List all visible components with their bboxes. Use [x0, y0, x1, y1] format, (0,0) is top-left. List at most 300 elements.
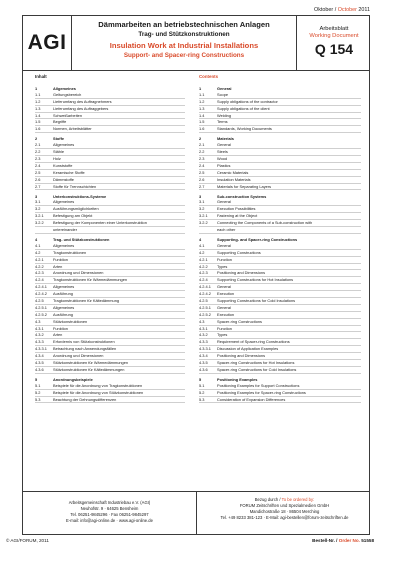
toc-entry: [199, 99, 361, 106]
toc-entry-number: 5.3: [35, 396, 41, 402]
toc-entry-number: 2.1: [35, 142, 41, 148]
toc-entry: [199, 298, 361, 305]
sheet-label-en: Working Document: [309, 33, 359, 39]
toc-entry: [35, 367, 185, 374]
toc-entry-title: Positioning and Dimensions: [217, 270, 266, 276]
toc-entry-number: 2.4: [35, 162, 41, 168]
toc-entry: [35, 227, 185, 234]
toc-entry-title: Positioning Examples for Spacer-ring Constructions: [217, 389, 306, 395]
toc-entry: [35, 177, 185, 184]
toc-entry: [35, 284, 185, 291]
toc-entry-number: [199, 227, 217, 233]
toc-entry-number: 4.3.4: [199, 353, 208, 359]
toc-title-de: Inhalt: [35, 74, 47, 79]
toc-entry: [35, 243, 185, 250]
document-header: [23, 16, 369, 71]
publisher-address: [23, 492, 197, 534]
toc-entry-title: Anordnung und Dimensionen: [53, 270, 104, 276]
toc-entry-title: untereinander: [53, 227, 78, 232]
toc-entry-title: Stützkonstruktionen für Kältedämmungen: [53, 366, 125, 372]
toc-entry: [35, 397, 185, 404]
toc-entry: [199, 390, 361, 397]
toc-entry: [199, 257, 361, 264]
toc-entry-number: 5.1: [199, 382, 205, 388]
toc-entry-number: 4.2.4.1: [35, 284, 47, 290]
toc-entry-title: Function: [217, 256, 232, 262]
toc-entry-number: 4.3.6: [35, 366, 44, 372]
order-address-line: Mandichostraße 18 · 86504 Merching: [249, 509, 320, 514]
toc-entry: [35, 170, 185, 177]
toc-entry: [199, 243, 361, 250]
toc-entry: [199, 113, 361, 120]
toc-entry-title: Geltungsbereich: [53, 91, 82, 97]
order-address-line: FORUM Zeitschriften und Spezialmedien GmbH: [239, 503, 330, 508]
toc-entry: [35, 149, 185, 156]
date-year: 2011: [356, 7, 370, 13]
toc-entry: [199, 284, 361, 291]
toc-entry-title: Tragkonstruktionen: [53, 249, 87, 255]
toc-entry: [199, 270, 361, 277]
toc-entry-number: 2.3: [199, 156, 205, 161]
toc-entry-number: 4.3.6: [199, 366, 208, 372]
toc-entry-number: 3.2.1: [199, 213, 208, 219]
toc-entry-number: 4.3: [35, 318, 41, 324]
toc-entry-number: 4.2.5: [35, 298, 44, 303]
toc-entry: [35, 156, 185, 163]
toc-entry-title: Funktion: [53, 325, 68, 331]
toc-entry: [199, 346, 361, 353]
toc-entry-number: 4.2.5: [199, 298, 208, 303]
toc-entry-title: Trag- und Stützkonstruktionen: [53, 236, 110, 242]
toc-entry-title: General: [217, 304, 231, 310]
toc-entry-number: 4.1: [199, 242, 205, 248]
toc-entry-number: 4.2.4.2: [199, 291, 211, 297]
toc-entry: [199, 126, 361, 133]
toc-entry: [35, 277, 185, 284]
toc-entry-title: Execution Possibilities: [217, 206, 256, 212]
toc-entry: [35, 119, 185, 126]
toc-entry-number: 2: [199, 136, 202, 142]
toc-entry-title: Beispiele für die Anordnung von Tragkonstruktionen: [53, 382, 143, 388]
toc-entry: [35, 142, 185, 149]
toc-entry: [35, 319, 185, 326]
publisher-address-line: Neuhofstr. 9 · 64625 Bensheim: [80, 506, 139, 511]
toc-entry-title: Betrachtung nach Anwendungsfällen: [53, 346, 117, 352]
toc-entry-title: Allgemeines: [53, 199, 75, 205]
toc-entry: [35, 346, 185, 353]
publisher-address-line: E-mail: info@agi-online.de · www.agi-online.de: [66, 518, 153, 523]
toc-entry-number: 1.5: [35, 119, 41, 125]
toc-entry-title: Supply obligations of the client: [217, 105, 270, 111]
toc-entry-number: 3: [199, 193, 202, 199]
toc-entry-number: 2: [35, 136, 38, 142]
toc-entry-title: Ausführung: [53, 291, 73, 297]
toc-entry-title: Insulation Materials: [217, 176, 251, 182]
toc-entry-number: 4.3.5: [199, 360, 208, 366]
toc-column-de: [35, 74, 185, 403]
toc-entry-title: Beispiele für die Anordnung von Stützkonstruktionen: [53, 389, 144, 395]
toc-entry-title: Begriffe: [53, 119, 67, 125]
toc-entry-title: Stähle: [53, 149, 65, 155]
toc-entry: [199, 199, 361, 206]
toc-entry: [35, 264, 185, 271]
toc-entry-number: 4.2.3: [199, 270, 208, 276]
toc-entry-number: 5.2: [199, 389, 205, 395]
toc-entry-title: Arten: [53, 263, 63, 269]
toc-entry-title: Positioning Examples for Support Constructions: [217, 382, 300, 388]
toc-entry-title: each other: [217, 227, 236, 232]
toc-entry-title: Function: [217, 325, 232, 331]
document-frame: [22, 15, 370, 535]
toc-entry-title: Positioning and Dimensions: [217, 353, 266, 359]
toc-entry: [35, 199, 185, 206]
toc-entry-title: General: [217, 142, 231, 148]
toc-entry-title: Spacer-ring Constructions for Hot Insulations: [217, 360, 295, 366]
toc-entry-number: 4.2.4.2: [35, 291, 47, 297]
toc-entry-title: Tragkonstruktionen für Kältedämmung: [53, 298, 120, 303]
toc-entry-number: 4.2.4: [199, 277, 208, 283]
order-label-en: Order No.: [338, 538, 360, 543]
date-separator: /: [333, 7, 338, 13]
toc-entry: [199, 360, 361, 367]
order-label-separator: /: [334, 538, 339, 543]
toc-entry-number: 3.1: [199, 199, 205, 205]
toc-entry-number: 3: [35, 193, 38, 199]
toc-entry-title: Supporting Constructions for Cold Insulations: [217, 298, 296, 303]
toc-entry: [199, 156, 361, 163]
toc-entry-number: 1.2: [199, 98, 205, 104]
sheet-label-de: Arbeitsblatt: [319, 26, 349, 32]
toc-entry: [199, 184, 361, 191]
toc-entry-title: Discussion of Application Examples: [217, 346, 279, 352]
toc-entry-title: Holz: [53, 156, 61, 161]
toc-entry: [35, 291, 185, 298]
toc-entry: [35, 270, 185, 277]
toc-entry-number: 4.3: [199, 318, 205, 324]
toc-entry-number: 5: [35, 376, 38, 382]
toc-entry-title: Dämmstoffe: [53, 176, 74, 182]
toc-entry-number: 2.5: [35, 169, 41, 175]
publisher-address-line: Arbeitsgemeinschaft Industriebau e.V. (AGI): [68, 500, 151, 505]
toc-entry-title: Anordnung und Dimensionen: [53, 353, 104, 359]
toc-entry-number: 2.2: [35, 149, 41, 155]
toc-entry: [35, 390, 185, 397]
toc-entry: [199, 149, 361, 156]
toc-entry-number: 4.3.1: [35, 325, 44, 331]
toc-entry-title: Stoffe: [53, 136, 65, 142]
toc-entry-number: 4.2.2: [199, 263, 208, 269]
order-heading-de: Bezug durch: [254, 497, 279, 502]
toc-entry-number: 3.2: [35, 206, 41, 212]
toc-entry-title: Kunststoffe: [53, 162, 73, 168]
toc-entry-title: Lieferumfang des Auftragnehmers: [53, 98, 112, 104]
toc-entry-title: Ausführungsmöglichkeiten: [53, 206, 99, 212]
toc-entry: [35, 298, 185, 305]
toc-entry: [199, 332, 361, 339]
toc-entry-title: Spacer-ring Constructions: [217, 318, 262, 324]
order-label-de: Bestell-Nr.: [312, 538, 335, 543]
toc-entry-title: Scope: [217, 91, 229, 97]
toc-entry: [35, 332, 185, 339]
toc-entry-title: Execution: [217, 311, 235, 317]
order-heading-separator: /: [278, 497, 282, 502]
sheet-id: Q 154: [314, 41, 354, 57]
toc-entry-title: Erfordernis von Stützkonstruktionen: [53, 339, 115, 345]
toc-entry: [35, 113, 185, 120]
toc-entry: [35, 220, 185, 227]
toc-entry: [35, 106, 185, 113]
toc-entry-title: Sub-construction Systems: [217, 193, 267, 199]
order-address: [198, 492, 371, 534]
toc-entry-number: 2.4: [199, 162, 205, 168]
toc-entry-number: 4.3.2: [199, 332, 208, 338]
toc-entry: [199, 383, 361, 390]
toc-entry-number: 1.4: [35, 112, 41, 118]
toc-entry-title: Funktion: [53, 256, 68, 262]
toc-entry-number: 5.1: [35, 382, 41, 388]
toc-entry-title: General: [217, 86, 232, 91]
toc-entry-number: [35, 227, 53, 233]
toc-entry-title: Steels: [217, 149, 228, 155]
toc-entry-number: 2.6: [199, 176, 205, 182]
toc-entry-number: 4.2: [35, 249, 41, 255]
toc-entry-number: 4: [199, 236, 202, 242]
toc-entry: [199, 339, 361, 346]
toc-entry-title: Anordnungsbeispiele: [53, 376, 93, 382]
toc-entry: [35, 99, 185, 106]
toc-entry: [35, 126, 185, 133]
toc-entry-title: General: [217, 199, 231, 205]
toc-entry-title: Normen, Arbeitsblätter: [53, 126, 92, 132]
toc-entry: [199, 397, 361, 404]
toc-entry-title: Types: [217, 263, 228, 269]
order-address-line: Tel. +49 8233 381-123 · E-Mail: agi-bestellen@forum-zeitschriften.de: [220, 515, 349, 520]
toc-entry-number: 4.2.5.2: [199, 311, 211, 317]
toc-entry: [35, 326, 185, 333]
toc-entry-number: 2.7: [199, 183, 205, 189]
toc-entry-title: Plastics: [217, 162, 231, 168]
toc-entry-title: Terms: [217, 119, 228, 125]
order-number-value: 51558: [361, 538, 374, 543]
toc-entry-number: 4.3.4: [35, 353, 44, 359]
toc-entry: [199, 250, 361, 257]
toc-entry-title: Supporting Constructions for Hot Insulations: [217, 277, 294, 283]
subtitle-en: Support- and Spacer-ring Constructions: [123, 52, 245, 59]
toc-entry-title: Tragkonstruktionen für Wärmedämmungen: [53, 277, 128, 283]
toc-entry: [199, 119, 361, 126]
toc-entry: [199, 353, 361, 360]
date-en: October: [337, 7, 357, 13]
sheet-block: [297, 16, 371, 70]
toc-entry-number: 4.3.3.1: [35, 346, 47, 352]
toc-entry-title: Allgemeines: [53, 242, 75, 248]
toc-entry-number: 3.2.1: [35, 213, 44, 219]
toc-entry-number: 4.3.3: [35, 339, 44, 345]
toc-entry: [199, 92, 361, 99]
toc-entry-number: 1: [35, 86, 38, 91]
toc-entry: [199, 264, 361, 271]
toc-entry: [35, 163, 185, 170]
toc-entry-title: Beachtung der Dehnungsdifferenzen: [53, 396, 117, 402]
toc-entry-title: Stützkonstruktionen: [53, 318, 88, 324]
toc-entry-title: Materials for Separating Layers: [217, 183, 272, 189]
toc-column-en: [199, 74, 361, 403]
toc-entry: [35, 305, 185, 312]
toc-entry: [35, 383, 185, 390]
toc-entry-title: Stützkonstruktionen für Wärmedämmungen: [53, 360, 129, 366]
toc-entry-number: 2.1: [199, 142, 205, 148]
toc-entry-number: 4.2.5.2: [35, 311, 47, 317]
toc-entry: [199, 367, 361, 374]
toc-entry-title: General: [217, 284, 231, 290]
toc-entry-number: 2.2: [199, 149, 205, 155]
toc-entry-title: Keramische Stoffe: [53, 169, 85, 175]
toc-entry-number: 1.3: [35, 105, 41, 111]
toc-entry: [199, 106, 361, 113]
toc-entry-number: 4.2.5.1: [35, 304, 47, 310]
toc-entry: [35, 257, 185, 264]
toc-entry-number: 1: [199, 86, 202, 91]
publisher-address-line: Tel. 06251-9845296 · Fax 06251-9845297: [70, 512, 149, 517]
agi-logo: AGI: [23, 16, 72, 70]
toc-entry-number: 1.5: [199, 119, 205, 125]
toc-entry: [199, 277, 361, 284]
toc-entry-number: 4.2.3: [35, 270, 44, 276]
toc-entry-number: 1.6: [35, 126, 41, 132]
toc-entry-number: 3.2.2: [199, 220, 208, 226]
toc-entry: [199, 326, 361, 333]
toc-entry-title: Allgemeines: [53, 86, 76, 91]
toc-entry-number: 3.2.2: [35, 220, 44, 226]
toc-entry: [35, 339, 185, 346]
toc-entry: [199, 319, 361, 326]
toc-entry: [199, 170, 361, 177]
order-number: [312, 538, 374, 543]
toc-entry-number: 1.6: [199, 126, 205, 132]
toc-entry-title: Befestigung der Komponenten einer Unterkonstruktion: [53, 220, 147, 226]
order-heading-en: To be ordered by:: [281, 497, 315, 502]
toc-entry: [35, 312, 185, 319]
toc-entry-number: 4.2.5.1: [199, 304, 211, 310]
toc-entry-title: Lieferumfang des Auftraggebers: [53, 105, 109, 111]
toc-entry: [199, 163, 361, 170]
toc-entry-title: Ceramic Materials: [217, 169, 249, 175]
toc-entry: [199, 305, 361, 312]
toc-entry-number: 1.3: [199, 105, 205, 111]
toc-entry-title: Supply obligations of the contractor: [217, 98, 278, 104]
toc-entry-number: 4.2.1: [199, 256, 208, 262]
toc-entry-number: 4.3.3.1: [199, 346, 211, 352]
toc-entry-title: Befestigung am Objekt: [53, 213, 93, 219]
date-de: Oktober: [314, 7, 334, 13]
toc-entry: [35, 353, 185, 360]
toc-entry-title: Ausführung: [53, 311, 73, 317]
toc-entry: [199, 213, 361, 220]
toc-entry-title: Allgemeines: [53, 142, 75, 148]
toc-entry-number: 1.2: [35, 98, 41, 104]
title-block: [72, 16, 297, 70]
toc-entry-number: 4.3.5: [35, 360, 44, 366]
toc-entry-title: Schweißarbeiten: [53, 112, 82, 118]
toc-entry-number: 1.1: [35, 91, 41, 97]
toc-entry-number: 2.7: [35, 183, 41, 189]
toc-entry-number: 5.3: [199, 396, 205, 402]
toc-entry-number: 5.2: [35, 389, 41, 395]
toc-entry: [199, 312, 361, 319]
toc-entry-title: Materials: [217, 136, 234, 142]
toc-entry-number: 4.2.1: [35, 256, 44, 262]
toc-entry-number: 4: [35, 236, 38, 242]
toc-entry-title: Allgemeines: [53, 304, 75, 310]
toc-entry-title: Connecting the Components of a Sub-construction with: [217, 220, 313, 226]
toc-entry-title: Wood: [217, 156, 228, 161]
toc-entry-number: 5: [199, 376, 202, 382]
toc-entry: [199, 227, 361, 234]
toc-entry: [35, 184, 185, 191]
toc-entry: [199, 206, 361, 213]
toc-entry-title: Welding: [217, 112, 231, 118]
toc-entry-number: 3.2: [199, 206, 205, 212]
toc-entry-number: 1.1: [199, 91, 205, 97]
toc-entry-number: 2.3: [35, 156, 41, 161]
toc-entry: [35, 360, 185, 367]
toc-entry-title: General: [217, 242, 231, 248]
toc-title-en: Contents: [199, 74, 219, 79]
toc-entry-number: 4.2.4: [35, 277, 44, 283]
toc-entry-title: Consideration of Expansion Differences: [217, 396, 286, 402]
toc-entry-title: Supporting- and Spacer-ring Constructions: [217, 236, 298, 242]
toc-entry-title: Spacer-ring Constructions for Cold Insulations: [217, 366, 297, 372]
toc-entry: [199, 291, 361, 298]
toc-entry-title: Arten: [53, 332, 63, 338]
toc-entry: [35, 250, 185, 257]
toc-entry: [199, 177, 361, 184]
toc-entry-title: Standards, Working Documents: [217, 126, 272, 132]
toc-entry-number: 4.3.1: [199, 325, 208, 331]
toc-entry-title: Types: [217, 332, 228, 338]
issue-date: [314, 7, 370, 13]
document-footer: [23, 491, 369, 534]
toc-entry-title: Stoffe für Trennschichten: [53, 183, 97, 189]
toc-entry-title: Fastening at the Object: [217, 213, 258, 219]
toc-entry-title: Positioning Examples: [217, 376, 258, 382]
toc-entry-number: 2.6: [35, 176, 41, 182]
toc-entry: [35, 213, 185, 220]
toc-entry: [35, 206, 185, 213]
toc-entry-number: 4.3.3: [199, 339, 208, 345]
copyright: © AGI/FORUM, 2011: [6, 538, 49, 543]
toc-entry-title: Allgemeines: [53, 284, 75, 290]
toc-entry-title: Requirement of Spacer-ring Constructions: [217, 339, 290, 345]
toc-entry-title: Unterkonstruktions-Systeme: [53, 193, 107, 199]
toc-entry-title: Supporting Constructions: [217, 249, 261, 255]
toc-entry-number: 4.1: [35, 242, 41, 248]
toc-entry: [199, 220, 361, 227]
toc-entry: [35, 92, 185, 99]
toc-entry-number: 4.3.2: [35, 332, 44, 338]
toc-entry-number: 2.5: [199, 169, 205, 175]
toc-entry: [199, 142, 361, 149]
toc-entry-number: 3.1: [35, 199, 41, 205]
title-en: Insulation Work at Industrial Installations: [109, 41, 259, 50]
toc-entry-number: 4.2.2: [35, 263, 44, 269]
toc-entry-number: 4.2.4.1: [199, 284, 211, 290]
title-de: Dämmarbeiten an betriebstechnischen Anlagen: [98, 20, 270, 29]
toc-entry-number: 1.4: [199, 112, 205, 118]
subtitle-de: Trag- und Stützkonstruktionen: [138, 31, 230, 38]
toc-entry-number: 4.2: [199, 249, 205, 255]
toc-entry-title: Execution: [217, 291, 235, 297]
